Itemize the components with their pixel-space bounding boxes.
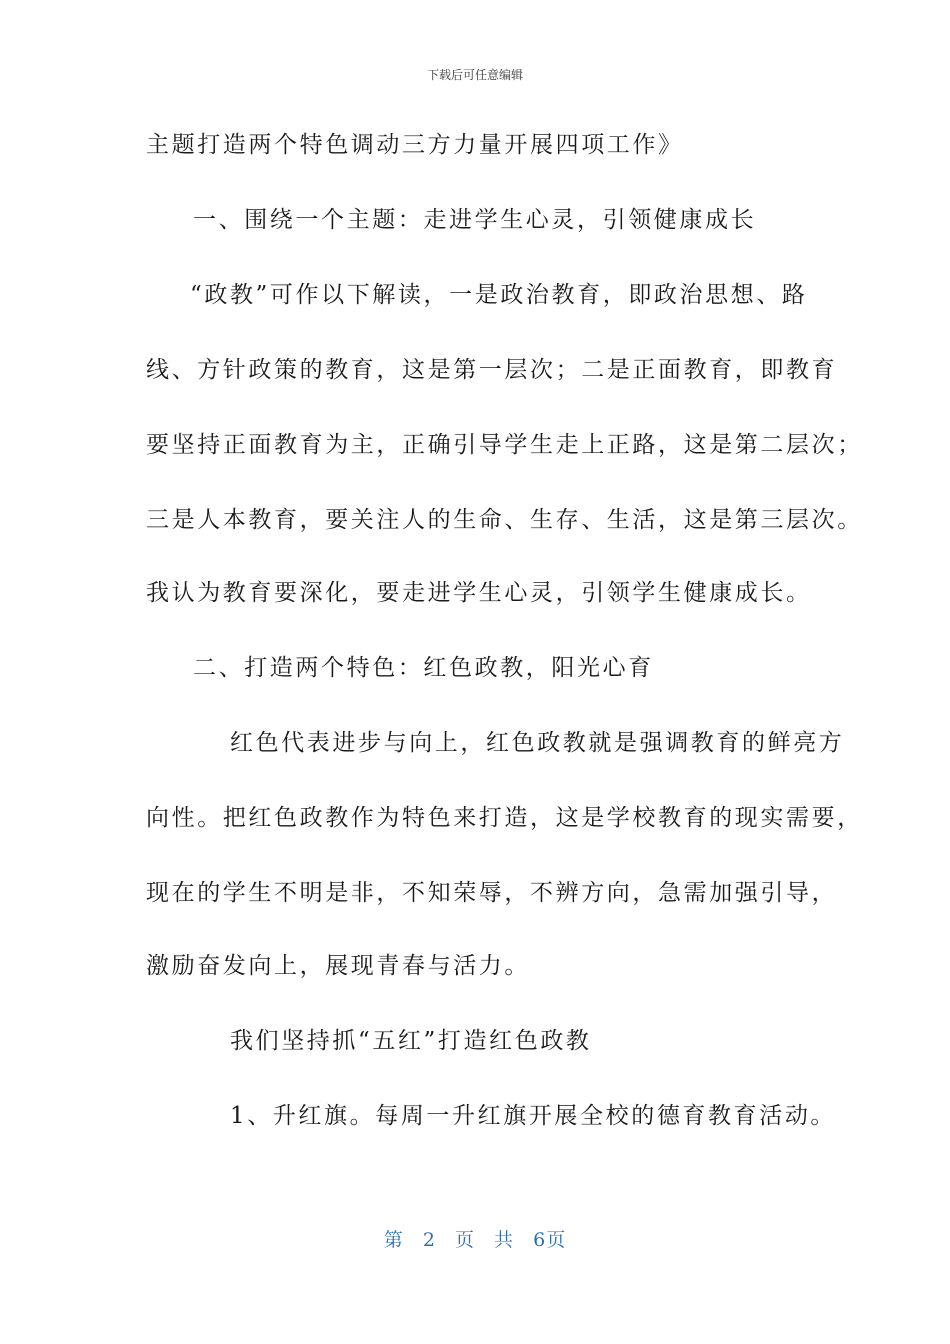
footer-total-label: 共 xyxy=(494,1229,515,1251)
paragraph-line: 主题打造两个特色调动三方力量开展四项工作》 xyxy=(146,132,684,158)
section-heading-1: 一、围绕一个主题：走进学生心灵，引领健康成长 xyxy=(193,207,757,233)
paragraph-line: 激励奋发向上，展现青春与活力。 xyxy=(146,953,530,979)
footer-total-pages: 6页 xyxy=(533,1229,567,1251)
paragraph-line: 我们坚持抓“五红”打造红色政教 xyxy=(230,1028,592,1054)
paragraph-line: 线、方针政策的教育，这是第一层次；二是正面教育，即教育 xyxy=(146,357,838,383)
paragraph-line: 三是人本教育，要关注人的生命、生存、生活，这是第三层次。 xyxy=(146,507,863,533)
paragraph-line: 现在的学生不明是非，不知荣辱，不辨方向，急需加强引导， xyxy=(146,880,838,906)
footer-current-page: 2 xyxy=(422,1229,436,1251)
paragraph-line: 向性。把红色政教作为特色来打造，这是学校教育的现实需要， xyxy=(146,805,863,831)
page-footer xyxy=(0,1225,950,1252)
footer-page-label: 第 xyxy=(383,1229,404,1251)
paragraph-line: “政教”可作以下解读，一是政治教育，即政治思想、路 xyxy=(190,282,808,308)
footer-page-unit: 页 xyxy=(454,1229,475,1251)
page-header-note: 下载后可任意编辑 xyxy=(426,68,523,82)
paragraph-line: 红色代表进步与向上，红色政教就是强调教育的鲜亮方 xyxy=(230,730,845,756)
paragraph-line: 1、升红旗。每周一升红旗开展全校的德育教育活动。 xyxy=(230,1103,837,1129)
paragraph-line: 我认为教育要深化，要走进学生心灵，引领学生健康成长。 xyxy=(146,580,812,606)
section-heading-2: 二、打造两个特色：红色政教，阳光心育 xyxy=(193,655,654,681)
paragraph-line: 要坚持正面教育为主，正确引导学生走上正路，这是第二层次； xyxy=(146,432,863,458)
